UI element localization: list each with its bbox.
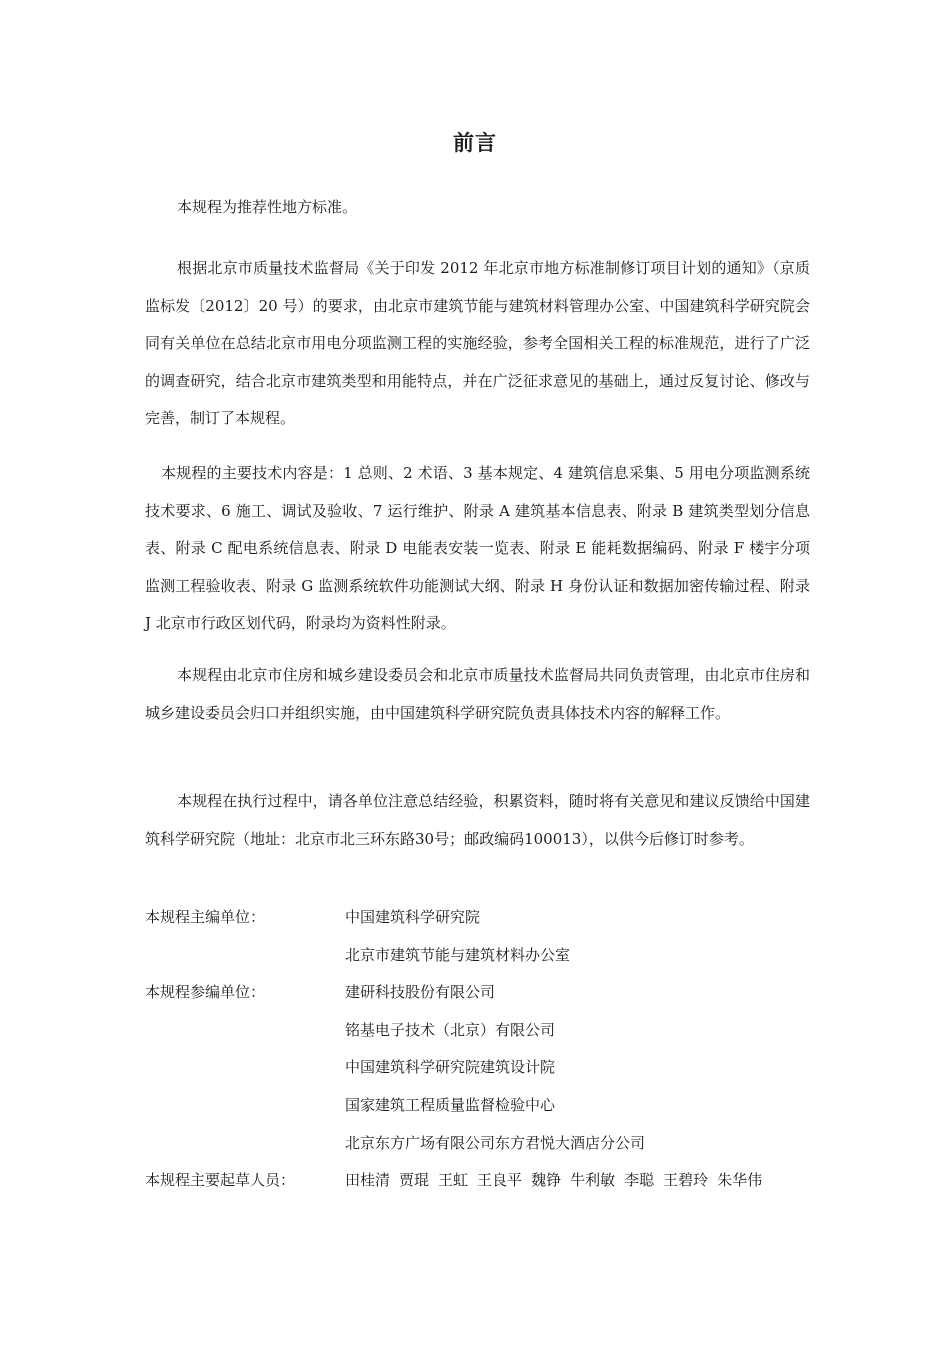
drafter-name: 贾琨 (399, 1171, 430, 1190)
drafters-row (145, 1162, 810, 1200)
paragraph-standard-type: 本规程为推荐性地方标准。 (177, 198, 358, 216)
drafter-name: 王碧玲 (663, 1171, 709, 1190)
chief-unit: 中国建筑科学研究院 (345, 908, 481, 926)
participating-unit: 建研科技股份有限公司 (345, 983, 496, 1002)
page-title: 前言 (453, 131, 497, 155)
participating-unit: 中国建筑科学研究院建筑设计院 (345, 1058, 556, 1077)
drafters-list (345, 1162, 810, 1200)
drafter-name: 李聪 (624, 1171, 655, 1190)
chief-unit-row (145, 937, 810, 975)
paragraph-feedback: 本规程在执行过程中，请各单位注意总结经验，积累资料，随时将有关意见和建议反馈给中国建筑科学研究院（地址：北京市北三环东路30号；邮政编码100013），以供今后修订时参考。 (145, 792, 810, 848)
participating-unit: 北京东方广场有限公司东方君悦大酒店分公司 (345, 1133, 646, 1152)
drafter-name: 朱华伟 (717, 1171, 763, 1190)
chief-unit: 北京市建筑节能与建筑材料办公室 (345, 945, 571, 964)
participating-unit: 铭基电子技术（北京）有限公司 (345, 1020, 556, 1039)
paragraph-management: 本规程由北京市住房和城乡建设委员会和北京市质量技术监督局共同负责管理，由北京市住房和城乡建设委员会归口并组织实施，由中国建筑科学研究院负责具体技术内容的解释工作。 (145, 666, 810, 722)
participating-unit-row (145, 1049, 810, 1087)
participating-unit-row (145, 1087, 810, 1125)
participating-unit-row (145, 1012, 810, 1050)
units-list (145, 899, 810, 1200)
drafter-name: 魏铮 (531, 1171, 562, 1190)
drafters-label: 本规程主要起草人员： (145, 1171, 296, 1190)
paragraph-basis: 根据北京市质量技术监督局《关于印发 2012 年北京市地方标准制修订项目计划的通知》（京质监标发〔2012〕20 号）的要求，由北京市建筑节能与建筑材料管理办公室、中国建筑科学研究院会同有关单位在总结北京市用电分项监测工程的实施经验，参考全国相关工程的标准规范，进行了广泛的调查研究，结合北京市建筑类型和用能特点，并在广泛征求意见的基础上，通过反复讨论、修改与完善，制订了本规程。 (145, 259, 810, 428)
chief-unit-row (145, 899, 810, 937)
participating-unit-row (145, 1125, 810, 1163)
drafter-name: 王良平 (477, 1171, 523, 1190)
chief-unit-label: 本规程主编单位： (145, 908, 266, 926)
drafter-name: 田桂清 (345, 1171, 391, 1190)
paragraph-main-content: 本规程的主要技术内容是：1 总则、2 术语、3 基本规定、4 建筑信息采集、5 用电分项监测系统技术要求、6 施工、调试及验收、7 运行维护、附录 A 建筑基本信息表、附录 B 建筑类型划分信息表、附录 C 配电系统信息表、附录 D 电能表安装一览表、附录 E 能耗数据编码、附录 F 楼宇分项监测工程验收表、附录 G 监测系统软件功能测试大纲、附录 H 身份认证和数据加密传输过程、附录 J 北京市行政区划代码，附录均为资料性附录。 (145, 464, 810, 633)
drafter-name: 王虹 (438, 1171, 469, 1190)
participating-unit-row (145, 974, 810, 1012)
participating-unit: 国家建筑工程质量监督检验中心 (345, 1095, 556, 1114)
participating-unit-label: 本规程参编单位： (145, 983, 266, 1002)
drafter-name: 牛利敏 (570, 1171, 616, 1190)
